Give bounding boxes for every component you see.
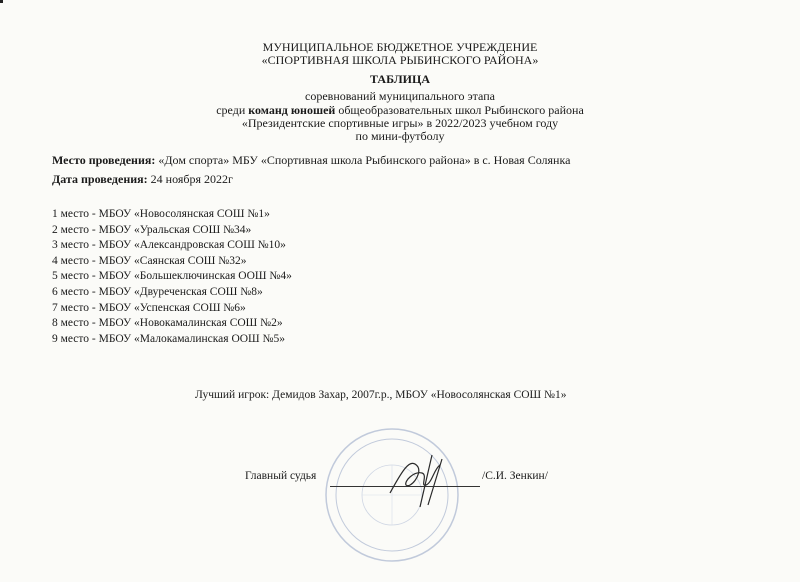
- result-item: 5 место - МБОУ «Большеключинская ООШ №4»: [52, 270, 292, 283]
- result-item: 9 место - МБОУ «Малокамалинская ООШ №5»: [52, 332, 286, 345]
- date-value: 24 ноября 2022г: [147, 172, 233, 186]
- result-item: 3 место - МБОУ «Александровская СОШ №10»: [52, 239, 286, 252]
- subtitle-line2-bold: команд юношей: [248, 103, 336, 117]
- subtitle-line1: соревнований муниципального этапа: [305, 89, 495, 103]
- date-line: [52, 172, 233, 186]
- best-player-line: Лучший игрок: Демидов Захар, 2007г.р., МБОУ «Новосолянская СОШ №1»: [195, 389, 567, 401]
- subtitle-line3: «Президентские спортивные игры» в 2022/2023 учебном году: [241, 116, 559, 130]
- result-item: 6 место - МБОУ «Двуреченская СОШ №8»: [52, 285, 263, 298]
- result-item: 7 место - МБОУ «Успенская СОШ №6»: [52, 301, 246, 314]
- subtitle-line4: по мини-футболу: [355, 129, 445, 143]
- venue-label: Место проведения:: [52, 153, 156, 167]
- result-item: 2 место - МБОУ «Уральская СОШ №34»: [52, 223, 252, 236]
- result-item: 1 место - МБОУ «Новосолянская СОШ №1»: [52, 208, 270, 220]
- subtitle-line2-post: общеобразовательных школ Рыбинского района: [335, 103, 584, 117]
- venue-line: [52, 153, 570, 167]
- scan-mark: [0, 0, 3, 3]
- signature-mark: [370, 445, 470, 515]
- result-item: 4 место - МБОУ «Саянская СОШ №32»: [52, 254, 247, 267]
- org-name-line1: МУНИЦИПАЛЬНОЕ БЮДЖЕТНОЕ УЧРЕЖДЕНИЕ: [262, 40, 538, 54]
- venue-value: «Дом спорта» МБУ «Спортивная школа Рыбинского района» в с. Новая Солянка: [155, 153, 571, 167]
- judge-label: Главный судья: [245, 470, 317, 482]
- result-item: 8 место - МБОУ «Новокамалинская СОШ №2»: [52, 317, 283, 330]
- document-title: ТАБЛИЦА: [370, 72, 430, 86]
- judge-name: /С.И. Зенкин/: [482, 470, 548, 482]
- org-name-line2: «СПОРТИВНАЯ ШКОЛА РЫБИНСКОГО РАЙОНА»: [261, 53, 539, 67]
- subtitle-line2-pre: среди: [216, 103, 249, 117]
- date-label: Дата проведения:: [52, 172, 148, 186]
- results-list: [52, 207, 292, 347]
